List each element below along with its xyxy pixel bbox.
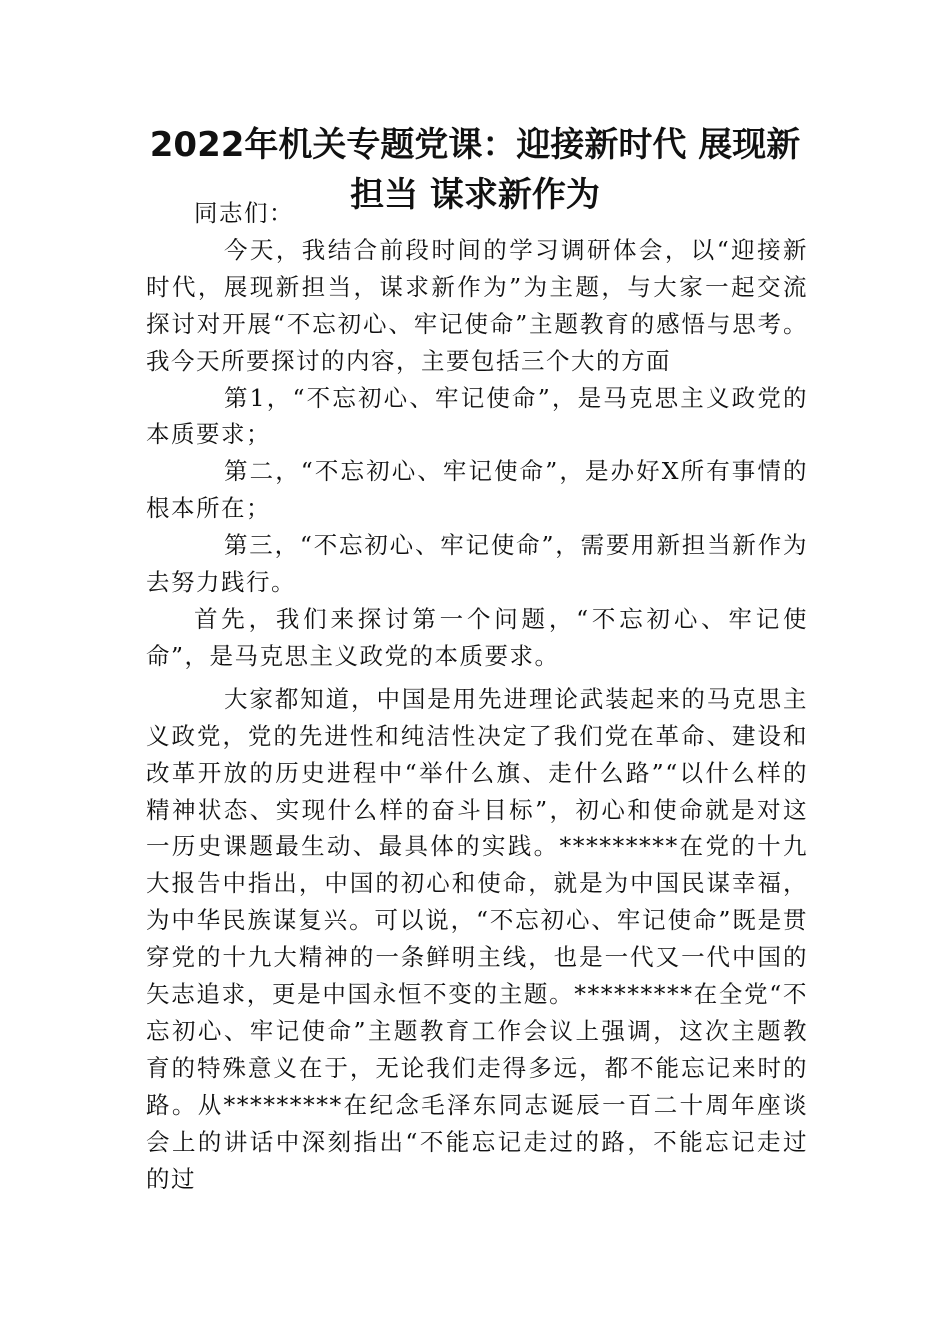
paragraph-point-3: 第三，“不忘初心、牢记使命”，需要用新担当新作为去努力践行。 (146, 531, 808, 597)
paragraph-intro: 今天，我结合前段时间的学习调研体会，以“迎接新时代，展现新担当，谋求新作为”为主题，与大家一起交流探讨对开展“不忘初心、牢记使命”主题教育的感悟与思考。我今天所要探讨的内容，主要包括三个大的方面 (146, 235, 808, 375)
paragraph-point-1: 第1，“不忘初心、牢记使命”，是马克思主义政党的本质要求； (146, 383, 808, 449)
document-body (146, 195, 808, 1197)
paragraph-point-2: 第二，“不忘初心、牢记使命”，是办好X所有事情的根本所在； (146, 457, 808, 523)
document-title: 2022年机关专题党课：迎接新时代 展现新担当 谋求新作为 (149, 125, 801, 215)
salutation: 同志们： (194, 199, 294, 227)
paragraph-body: 大家都知道，中国是用先进理论武装起来的马克思主义政党，党的先进性和纯洁性决定了我们党在革命、建设和改革开放的历史进程中“举什么旗、走什么路”“以什么样的精神状态、实现什么样的奋斗目标”，初心和使命就是对这一历史课题最生动、最具体的实践。*********在党的十九大报告中指出，中国的初心和使命，就是为中国民谋幸福，为中华民族谋复兴。可以说，“不忘初心、牢记使命”既是贯穿党的十九大精神的一条鲜明主线，也是一代又一代中国的矢志追求，更是中国永恒不变的主题。*********在全党“不忘初心、牢记使命”主题教育工作会议上强调，这次主题教育的特殊意义在于，无论我们走得多远，都不能忘记来时的路。从*********在纪念毛泽东同志诞辰一百二十周年座谈会上的讲话中深刻指出“不能忘记走过的路，不能忘记走过的过 (146, 684, 808, 1193)
paragraph-first-question: 首先，我们来探讨第一个问题，“不忘初心、牢记使命”，是马克思主义政党的本质要求。 (146, 604, 808, 670)
